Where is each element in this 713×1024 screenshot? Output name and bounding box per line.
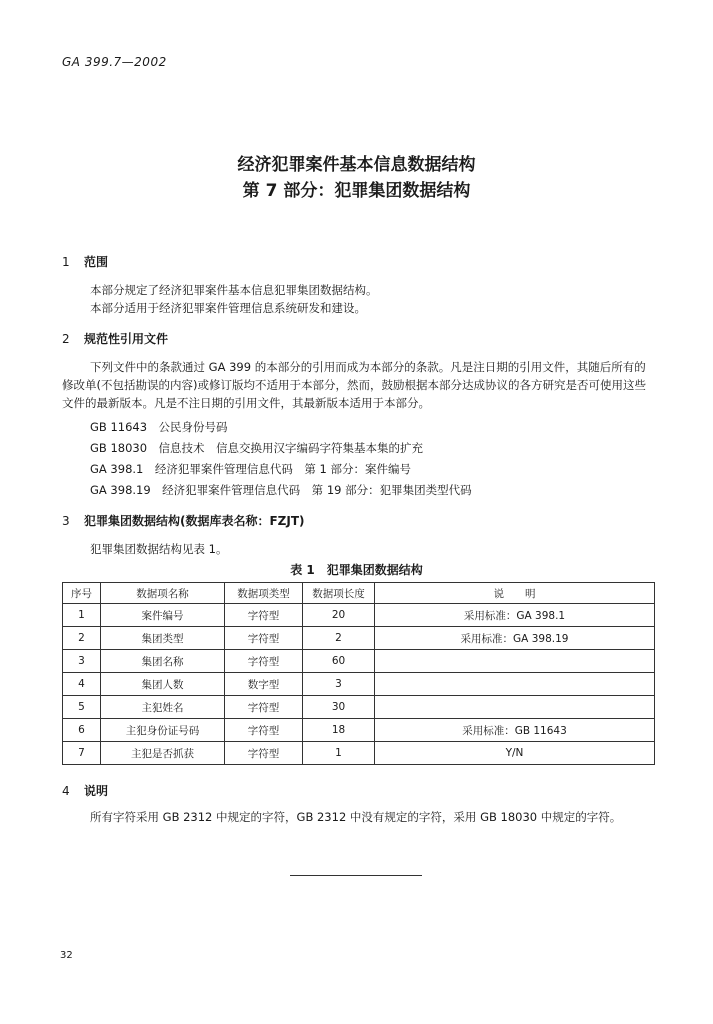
table-row	[63, 627, 655, 650]
section-4-heading	[62, 782, 108, 799]
column-header: 数据项长度	[303, 583, 375, 604]
table-cell: 字符型	[225, 719, 303, 742]
document-title: 经济犯罪案件基本信息数据结构	[237, 155, 476, 175]
table-header-row	[63, 583, 655, 604]
table-cell: 主犯是否抓获	[101, 742, 225, 765]
table-cell: 主犯姓名	[101, 696, 225, 719]
section-title: 说明	[84, 784, 109, 798]
table-row	[63, 650, 655, 673]
table-cell: 1	[63, 604, 101, 627]
column-header: 数据项名称	[101, 583, 225, 604]
section-2-heading	[62, 330, 168, 347]
section-1-heading	[62, 253, 108, 270]
section-2-intro-paragraph: 下列文件中的条款通过 GA 399 的本部分的引用而成为本部分的条款。凡是注日期的引用文件，其随后所有的修改单(不包括勘误的内容)或修订版均不适用于本部分，然而，鼓励根据本部分达成协议的各方研究是否可使用这些文件的最新版本。凡是不注日期的引用文件，其最新版本适用于本部分。	[62, 360, 646, 410]
section-number: 1	[62, 255, 70, 269]
section-1-paragraph: 本部分规定了经济犯罪案件基本信息犯罪集团数据结构。	[90, 283, 378, 297]
section-title: 规范性引用文件	[84, 332, 169, 346]
table-cell: 字符型	[225, 650, 303, 673]
table-row	[63, 719, 655, 742]
table-cell: 采用标准：GA 398.1	[375, 604, 655, 627]
table-cell: 20	[303, 604, 375, 627]
table-row	[63, 604, 655, 627]
column-header: 序号	[63, 583, 101, 604]
table-cell: 18	[303, 719, 375, 742]
table-cell: 1	[303, 742, 375, 765]
section-4-paragraph: 所有字符采用 GB 2312 中规定的字符，GB 2312 中没有规定的字符，采用 GB 18030 中规定的字符。	[90, 810, 622, 824]
table-cell: 6	[63, 719, 101, 742]
standard-code-header: GA 399.7—2002	[62, 55, 167, 69]
table-cell: 主犯身份证号码	[101, 719, 225, 742]
table-cell: 3	[63, 650, 101, 673]
table-cell: 3	[303, 673, 375, 696]
section-number: 2	[62, 332, 70, 346]
section-number: 3	[62, 514, 70, 528]
end-rule	[290, 875, 422, 876]
page-number: 32	[60, 950, 73, 961]
table-row	[63, 742, 655, 765]
section-title: 范围	[84, 255, 109, 269]
table-cell	[375, 673, 655, 696]
section-3-heading	[62, 512, 305, 529]
document-subtitle: 第 7 部分：犯罪集团数据结构	[242, 181, 471, 201]
table-cell: 2	[63, 627, 101, 650]
normative-reference: GB 18030 信息技术 信息交换用汉字编码字符集基本集的扩充	[90, 441, 424, 455]
column-header: 数据项类型	[225, 583, 303, 604]
table-cell: 案件编号	[101, 604, 225, 627]
table-cell: 集团人数	[101, 673, 225, 696]
table-cell: 60	[303, 650, 375, 673]
table-cell: 字符型	[225, 696, 303, 719]
table-cell: 字符型	[225, 604, 303, 627]
table-cell: 集团名称	[101, 650, 225, 673]
table-cell	[375, 650, 655, 673]
table-cell: 字符型	[225, 742, 303, 765]
section-title: 犯罪集团数据结构(数据库表名称：FZJT)	[84, 514, 305, 528]
table-cell: 采用标准：GB 11643	[375, 719, 655, 742]
section-1-paragraph: 本部分适用于经济犯罪案件管理信息系统研发和建设。	[90, 301, 366, 315]
table-cell: 2	[303, 627, 375, 650]
normative-reference: GB 11643 公民身份号码	[90, 420, 228, 434]
table-cell: 30	[303, 696, 375, 719]
normative-reference: GA 398.1 经济犯罪案件管理信息代码 第 1 部分：案件编号	[90, 462, 411, 476]
table-cell: 采用标准：GA 398.19	[375, 627, 655, 650]
table-row	[63, 673, 655, 696]
table-cell: 字符型	[225, 627, 303, 650]
table-cell: 4	[63, 673, 101, 696]
section-number: 4	[62, 784, 70, 798]
table-caption: 表 1 犯罪集团数据结构	[290, 563, 423, 577]
table-row	[63, 696, 655, 719]
table-cell	[375, 696, 655, 719]
table-cell: 5	[63, 696, 101, 719]
column-header: 说 明	[375, 583, 655, 604]
table-cell: 7	[63, 742, 101, 765]
table-cell: Y/N	[375, 742, 655, 765]
normative-reference: GA 398.19 经济犯罪案件管理信息代码 第 19 部分：犯罪集团类型代码	[90, 483, 472, 497]
table-cell: 集团类型	[101, 627, 225, 650]
table-cell: 数字型	[225, 673, 303, 696]
data-structure-table	[62, 582, 655, 765]
section-3-paragraph: 犯罪集团数据结构见表 1。	[90, 542, 228, 556]
